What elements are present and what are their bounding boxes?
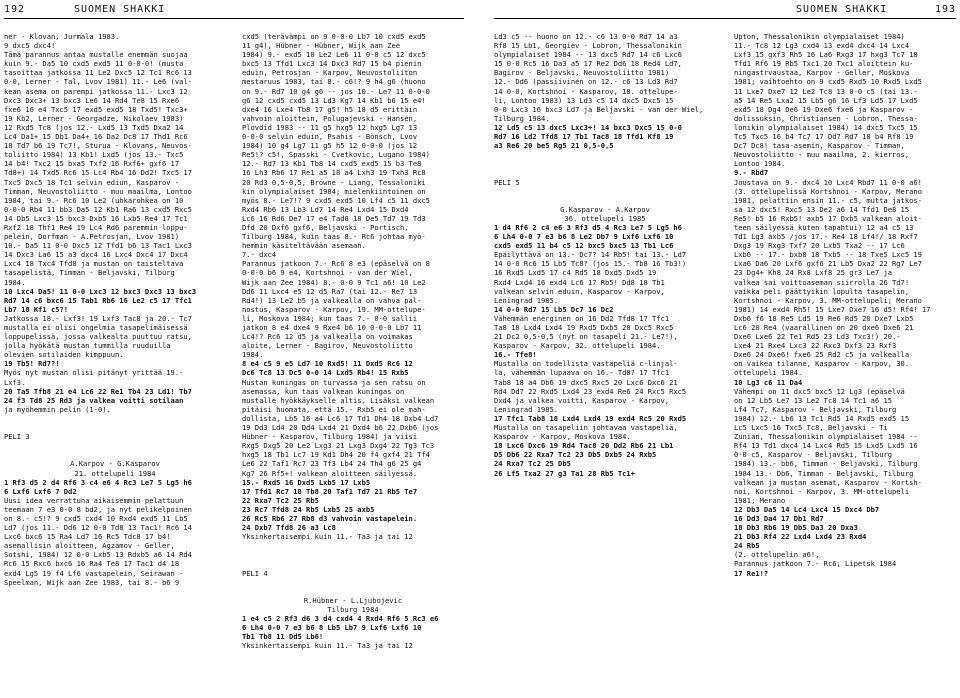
text-line: Dc6 Tc8 13 Dc5 0-0 14 Lxd5 Rb4! 15 Rxb5 — [242, 368, 409, 378]
text-line: Lf4 Tc7, Kasparov - Beljavski, Tilburg — [734, 404, 897, 414]
text-line: 18 Db3 Rb6 19 Db5 Da3 20 Dxa3 — [734, 523, 858, 533]
text-line: asemassa, kun taas valkean kuningas on — [242, 386, 405, 396]
text-line: Rf4 13 Td1 dxc4 14 Lxc4 Rd5 15 Lxd5 Lxd5 16 — [734, 441, 918, 451]
text-line: mustalla ei olisi ongelmia tasapelimäisessä — [4, 323, 188, 332]
text-line: 21 Dc2 0,5-0,5 (nyt on tasapeli 21.- Le7!), — [494, 332, 678, 342]
text-line: Td1 Lg3 axb5 /jos 17.- Re4 18 Lf4!/ 18 Rxf7 — [734, 232, 918, 242]
text-line: tasapelistä, Timman - Beljavski, Tilburg — [4, 268, 175, 278]
text-line: Dxe6 Lxe6 22 Te1 Rd5 23 Ld3 Txc3!) 20.- — [734, 332, 901, 342]
text-line: eduin, Petrosjan - Karpov, Neuvostoliiton — [242, 68, 418, 78]
text-line: Upton, Thessalonikin olympialaiset 1984) — [734, 32, 905, 41]
text-line: 1984) 13.- bb6, Timman - Beljavski, Tilburg — [734, 459, 918, 469]
text-line: 9 dxc5 dxc4! — [4, 41, 56, 51]
text-line: Tilburg 1984 — [327, 604, 379, 614]
text-line: 16 Dd3 Da4 17 Db1 Rd7 — [734, 513, 824, 523]
text-line: 6 Lh4 0-0 7 e3 b6 8 Lb5 Lb7 9 Lxf6 Lxf6 10 — [242, 623, 422, 633]
text-line: bxc5 13 Tfd1 Lxc3 14 Dxc3 Rd7 15 b4 pienin — [242, 59, 422, 69]
text-line — [242, 587, 464, 596]
header-rule-right — [494, 18, 956, 19]
text-line — [494, 150, 716, 159]
text-line: Rxf2 18 Thf1 Re4 19 Lc4 Rd6 paremmin loppu- — [4, 222, 188, 232]
text-column-4 — [734, 32, 956, 596]
text-line: D5 Db6 22 Rxa7 Tc2 23 Db5 Dxb5 24 Rxb5 — [494, 450, 657, 460]
text-line: jatkon 8 e4 dxe4 9 Rxe4 b6 10 0-0-0 Lb7 11 — [242, 323, 422, 332]
text-line: vaikka peli päättyikin lopulta tasapelin, — [734, 286, 910, 296]
text-line: a5 14 Re5 Lxa2 15 Lb5 g6 16 Lf3 Ld5 17 Lxd5 — [734, 95, 918, 105]
text-line: 16 Lh3 Rb6 17 Re1 a5 18 a4 Lxh3 19 Txh3 Rc8 — [242, 168, 426, 178]
text-line — [494, 541, 716, 550]
text-line — [494, 478, 716, 487]
text-line: Bagirov - Beljavski, Neuvostoliitto 1981) — [494, 68, 670, 78]
text-line: Rc6 15 Rxc6 bxc6 16 Ra4 Te8 17 Tac1 d4 18 — [4, 559, 180, 569]
text-line: 20 Rd3 0,5-0,5, Browne - Liang, Tessaloniki — [242, 177, 426, 187]
text-line: fxe6 16 e4 Txc5 17 exd5 exd5 18 Txd5! Txc3+ — [4, 104, 188, 114]
text-line: cxd5 exd5 11 b4 c5 12 bxc5 bxc5 13 Tb1 Lc6 — [494, 241, 674, 251]
text-line: Lxb6 -- 17.- bxb8 18 Txb5 -- 18 Txe5 Lxc5 19 — [734, 250, 922, 260]
text-line: 1984. — [4, 277, 26, 287]
text-line: Rd4 Dd7 22 Rxd5 Lxd4 23 exd4 Re6 24 Rxc5 Rxc5 — [494, 386, 687, 396]
text-line: tasoittaa jatkossa 11 Le2 Dxc5 12 Tc1 Rc6 13 — [4, 68, 192, 78]
text-line: PELI 3 — [4, 432, 30, 442]
text-line: Dxg3 19 Rxg3 Txf7 20 Lxb5 Txa2 -- 17 Lc6 — [734, 241, 905, 251]
text-line: noi, Kortshnoi - Karpov, 3. MM-ottelupeli — [734, 486, 910, 496]
text-line: Tc5 Txc5 16 b4 Tc7 17 Dd7 Rd7 18 b4 Rf8 19 — [734, 132, 914, 142]
text-line: 19 Kb2, Lerner - Georgadze, Nikolaev 1983) — [4, 113, 184, 123]
text-line: Mustalla on todellista vastapeliä c-linjal- — [494, 359, 678, 369]
text-line — [494, 496, 716, 505]
text-line — [494, 587, 716, 596]
text-line: 1984. — [242, 350, 264, 360]
text-line: a3 Re6 20 be5 Rg5 21 0,5-0,5 — [494, 141, 614, 151]
text-line: Tb1 Tb8 11 Dd5 Lb6! — [242, 632, 324, 642]
text-line: toliitto 1984) 13 Kb1! Lxd5 (jos 13.- Txc5 — [4, 150, 184, 160]
text-line — [494, 550, 716, 559]
text-line: Kasparov - Karpov, 32. ottelupeli 1984. — [494, 341, 661, 351]
text-line: Txc5 Dxc5 18 Tc1 selvin ediun, Kasparov - — [4, 177, 180, 187]
text-line: 12.- Dd6 (passiivinen on 12.- c6 13 Ld3 Rd7 — [494, 77, 678, 87]
text-line: Dfd 20 Dxf6 gxf6, Beljavski - Portisch, — [242, 222, 409, 232]
text-line: 1 e4 c5 2 Rf3 d6 3 d4 cxd4 4 Rxd4 Rf6 5 Rc3 e6 — [242, 614, 439, 623]
text-line: Parannus jatkoon 7.- Rc6 8 e3 (epäselvä on 8 — [242, 259, 430, 269]
text-line: Hübner - Kasparov, Tilburg 1984) ja viisi — [242, 432, 418, 442]
text-line: valkea sai voittoaseman siirrolla 26 Td7! — [734, 277, 910, 287]
text-line — [494, 596, 716, 605]
text-line: 12 Rxd5 Tc8 (jos 12.- Lxd5 13 Txd5 Dxa2 14 — [4, 122, 184, 132]
text-line: 0-0, Lerner - Tal, Lvov 1981) 11.- Le6 (val- — [4, 77, 192, 87]
text-line: 17 Re1!? — [734, 568, 769, 578]
text-line: (3. ottelupelissä Kortshnoi - Karpov, Merano — [734, 186, 922, 196]
running-title-right: SUOMEN SHAKKI — [796, 4, 888, 15]
text-line: 14 0-0 Rc6 15 Lb5 Tc8? (jos 15.- Tb8 16 Tb3!) — [494, 259, 687, 269]
text-line: PELI 5 — [494, 177, 520, 187]
text-line: Kortshnoi - Karpov, 3. MM-ottelupeli; Merano — [734, 295, 922, 305]
text-line: 7.- dxc4 — [242, 250, 277, 260]
text-line: Lxf3 15 gxf3 Rh5 16 La6 Rxg3 17 hxg3 Tc7 18 — [734, 50, 918, 60]
text-line: Plovdid 1983 -- 11 g5 hxg5 12 hxg5 Lg7 13 — [242, 122, 418, 132]
text-line: 24 f3 Td8 25 Rd3 ja valkea voitti sotilaan — [4, 395, 184, 405]
text-line: 26 Lf5 Txa2 27 g3 Ta1 28 Rb5 Tc1+ — [494, 468, 635, 478]
text-line: on vaikea tilanne, Kasparov - Karpov, 30. — [734, 359, 910, 369]
text-line: Mustan kuningas on turvassa ja sen ratsu on — [242, 377, 426, 387]
text-line: Re5!? c5!, Spasski - Cvetkovic, Lugano 1984) — [242, 150, 430, 160]
text-line: teemaan 7 e3 0-0 8 bd2, ja nyt pelikelpoinen — [4, 504, 192, 514]
text-line — [734, 587, 956, 596]
page-header-left — [4, 4, 464, 24]
text-line: kin olympialaiset 1984; mielenkiintoinen on — [242, 186, 426, 196]
text-line: Rxd4 Lxd4 16 exd4 Lc6 17 Rb5! Dd8 18 Tb1 — [494, 277, 665, 287]
text-line: Rf8 15 Lb1, Georgiev - Lobron, Thessalonikin — [494, 41, 682, 51]
text-line: 0-0-0 Rb4 11 bb3 Da5 12 Kb1 Ra6 13 cxd5 Rxc5 — [4, 204, 192, 214]
text-line: Dxe6 24 Dxe6! fxe6 25 Rd2 c5 ja valkealla — [734, 350, 910, 360]
text-line: olympialaiset 1984 -- 13 dxc5 Rd7 14 c6 Lxc6 — [494, 50, 682, 60]
text-line — [494, 168, 716, 177]
text-line: valkean ja mustan asemat, Kasparov - Kortsh- — [734, 477, 922, 487]
text-line: 14 Dxc3 La6 15 a3 dxc4 16 Lxc4 Dxc4 17 Dxc4 — [4, 250, 188, 260]
text-line: Dd6 11 Lxc4 e5 12 d5 Ra7 (tai 12.- Re7 13 — [242, 286, 418, 296]
text-line: 1981; Merano — [734, 495, 786, 505]
text-line: 1984 13.- Db6, Timman - Beljavski, Tilburg — [734, 468, 914, 478]
text-line: exd5 18 Dg4 De6 19 Dxe6 fxe6 ja Kasparov - — [734, 104, 914, 114]
text-line: 18 Lxc6 Dxc6 19 Rd4 Tac8 20 Dd2 Rb6 21 Lb1 — [494, 441, 674, 451]
text-line: 22 Rxa7 Tc2 25 Rb5 — [242, 495, 319, 505]
text-line: 10 Lxc4 Da5! 11 0-0 Lxc3 12 bxc3 Dxc3 13 bxc3 — [4, 286, 197, 296]
text-line: Ld7 (jos 11.- Dd6 12 0-0 Td8 13 Tac1! Rc6 14 — [4, 523, 192, 533]
text-line: teen säilyessä kuten tapahtui) 12 a4 c5 13 — [734, 222, 914, 232]
text-line: Jatkossa 18.- Lxf3! 19 Lxf3 Tac8 ja 20.- Tc7 — [4, 313, 192, 323]
text-line: g6 12 cxd5 cxd5 13 Ld3 Kg7 14 Kb1 b6 15 e4! — [242, 95, 426, 105]
text-line: 18 Td7 b6 19 Tc7!, Sturua - Klovans, Neuvos- — [4, 141, 192, 151]
text-line — [494, 569, 716, 578]
text-line: ottelupeli 1984. — [734, 368, 803, 378]
text-line: 36. ottelupeli 1985 — [564, 213, 646, 223]
text-line: lonikin olympialaiset 1984) 14 dxc5 Txc5 15 — [734, 122, 918, 132]
text-line: 24 Rb5 — [734, 541, 760, 551]
text-line: Lxa6 Da6 20 Lxf6 gxf6 21 Lb5 Dxa2 22 Rg7 Le7 — [734, 259, 922, 269]
text-line: 11 Lxe7 Dxe7 12 Le2 Tc8 13 0-0 c5 (tai 13.- — [734, 86, 918, 96]
text-line: R.Hübner - L.Ljubojevic — [303, 595, 403, 605]
text-line: Lxf3. — [4, 377, 26, 387]
text-line: Leningrad 1985. — [494, 295, 559, 305]
text-line: Zunian, Thessalonikin olympialaiset 1984 -- — [734, 432, 918, 442]
header-rule-left — [4, 18, 464, 19]
text-line: 24 Dxb7 Tfd8 26 a3 Lc8 — [242, 523, 336, 533]
text-line: Rxd4 Rb6 13 Lb3 Ld7 14 Re4 Lxd4 15 Dxd4 — [242, 204, 409, 214]
text-line: 1981) 14 exd4 Rh5! 15 Lxe7 Dxe7 16 d5! Rf4! 17 — [734, 304, 931, 314]
page-header-right — [494, 4, 956, 24]
text-line — [494, 514, 716, 523]
text-line: Tfd1 Rf6 19 Rb5 Txc1 20 Txc1 aloittein ku- — [734, 59, 914, 69]
text-line: dollista, Lb5 16 a4 Lc6 17 Td1 Dh4 18 Dxb4 Ld7 — [242, 413, 439, 423]
text-column-3 — [494, 32, 716, 632]
text-line: Neuvostoliitto - muu maailma, 2. kierros, — [734, 150, 910, 160]
text-line: Lc5 Lxc5 16 Txc5 Tc8, Beljavski - Ti — [734, 423, 888, 433]
text-line: 15.- Rxd5 16 Dxd5 Lxb5 17 Lxb5 — [242, 477, 371, 487]
text-line: Yksinkertaisempi kuin 11.- Ta3 ja tai 12 — [242, 532, 413, 542]
text-line: olevien sotilaiden kimppuun. — [4, 350, 124, 360]
page-number-left: 192 — [4, 4, 26, 15]
text-line: 14 0-0, Kortshnoi - Kasparov, 10. ottelupe- — [494, 86, 678, 96]
text-line: 24 Rxa7 Tc2 25 Db5 — [494, 459, 571, 469]
text-line: 26 Rc5 Rb6 27 Rb8 d3 vahvoin vastapelein. — [242, 513, 418, 523]
text-line: Leningrad 1985. — [494, 404, 559, 414]
text-line: 14 0-0 Rd7 15 Lb5 Dc7 16 Dc2 — [494, 304, 614, 314]
text-line: 14 Db5 Lxc3 15 bxc3 Dxb5 16 Lxb5 Re4 17 Tc1 — [4, 213, 188, 223]
text-line: aloite, Lerner - Bagirov, Neuvostoliitto — [242, 341, 413, 351]
text-line: sa 12 dxc5! Rxc5 13 De2 a6 14 Tfd1 De8 15 — [734, 204, 910, 214]
text-line: li, Lontoo 1983) 13 Ld3 c5 14 dxc5 Dxc5 15 — [494, 95, 674, 105]
text-line — [242, 550, 464, 559]
text-line: 12 Db3 Da5 14 Lc4 Lxc4 15 Dxc4 Db7 — [734, 504, 880, 514]
running-title-left: SUOMEN SHAKKI — [74, 4, 166, 15]
text-line: Rxg5 Dxg5 20 Le2 Lxg3 21 Lxg3 Dxg4 22 Tg3 Tc3 — [242, 441, 435, 451]
text-line: Uusi idea verrattuna aikaisemmin pelattuun — [4, 495, 184, 505]
text-line: 0-0 c5, Kasparov - Beljavski, Tilburg — [734, 450, 893, 460]
text-line: Myös nyt mustan olisi pitänyt yrittää 19.- — [4, 368, 184, 378]
text-line — [494, 505, 716, 514]
text-line: 16 Rxd5 Lxd5 17 c4 Rd5 18 Dxd5 Dxd5 19 — [494, 268, 657, 278]
text-line: Td8+) 14 Txd5 Rc6 15 Lc4 Rb4 16 Dd2! Txc5 17 — [4, 168, 192, 178]
text-line: Wijk aan Zee 1984) 8.- 0-0 9 Tc1 a6! 10 Le2 — [242, 277, 426, 287]
text-line: dolissuksin, Christiansen - Lobron, Thessa- — [734, 113, 918, 123]
text-line: Speelman, Wijk aan Zee 1983, tai 8.- b6 9 — [4, 577, 180, 587]
page-number-right: 193 — [934, 4, 956, 15]
text-line: myös 8.- Le7!? 9 cxd5 exd5 10 Lf4 c5 11 dxc5 — [242, 195, 430, 205]
text-line: 21 Db3 Rf4 22 Lxd4 Lxd4 23 Rxd4 — [734, 532, 867, 542]
text-line: Lc4!? Rc6 12 d5 ja valkealla on voimakas — [242, 332, 413, 342]
text-line: Tilburg 1984. — [494, 113, 550, 123]
text-line: 0-0 Lxc3 16 bxc3 Ld7 ja Beljavski - van der Wiel, — [494, 104, 704, 114]
text-line: vahvoin aloittein, Polugajevski - Hansen, — [242, 113, 418, 123]
text-line: 10.- Da5 11 0-0 Dxc5 12 Tfd1 b6 13 Tac1 Lxc3 — [4, 241, 192, 251]
text-line — [494, 578, 716, 587]
text-line — [4, 441, 226, 450]
text-line: Lb7 18 Kf1 c5?! — [4, 304, 69, 314]
text-line: 8 e4 c5 9 e5 Ld7 10 Rxd5! 11 Dxd5 Rc6 12 — [242, 359, 413, 369]
text-line: nostus, Kasparov - Karpov, 19. MM-ottelupe- — [242, 304, 426, 314]
text-line: Tämä parannus antaa mustalle enemmän suojaa — [4, 50, 188, 60]
text-line: (2. ottelupelin a6!, — [734, 550, 820, 560]
text-line — [494, 159, 716, 168]
text-line — [494, 623, 716, 632]
text-line: Le6 22 Taf1 Rc7 23 Tf3 Lb4 24 Th4 g6 25 g4 — [242, 459, 422, 469]
text-line: li, Moskova 1984; kun taas 7.- 0-0 sallii — [242, 313, 418, 323]
text-line: Yksinkertaisempi kuin 11.- Ta3 ja tai 12 — [242, 641, 413, 651]
text-line — [734, 578, 956, 587]
text-line: Lxc6 bxc6 15 Ra4 Ld7 16 Rc5 Tdc8 17 b4! — [4, 532, 171, 542]
text-line — [4, 423, 226, 432]
text-line: loppupelissä, jossa valkealta puuttuu ratsu, — [4, 332, 192, 342]
text-line — [242, 559, 464, 568]
text-line: Ld3 c5 -- huono on 12.- c6 13 0-0 Rd7 14 a3 — [494, 32, 678, 41]
text-column-1 — [4, 32, 226, 587]
text-line: hemmin käsiteltävään asemaan. — [242, 241, 366, 251]
text-line: 19 Dd3 Ld4 20 Dd4 Lxd4 21 Dxd4 b6 22 Dxb6 (jos — [242, 423, 439, 433]
text-line: mustalle hyökkäykselle altis. Lisäksi valkean — [242, 395, 435, 405]
text-line: Rd4!) 13 Le2 b5 ja valkealla on vahva pal- — [242, 295, 422, 305]
text-line: Lc4 Da1+ 15 Db1 Da4+ 16 Da2 Dc8 17 Thd1 Rc6 — [4, 132, 188, 142]
text-line: 11 g4), Hübner - Hübner, Wijk aan Zee — [242, 41, 401, 51]
text-line: Dxd4 ja valkea voitti, Kasparov - Karpov, — [494, 395, 670, 405]
text-line: 9.- Rbd7 — [734, 168, 769, 178]
text-line: Timman, Neuvostoliitto - muu maailma, Lontoo — [4, 186, 192, 196]
text-line: 19 Tb5! Rd7?! — [4, 359, 60, 369]
text-line: 1984, tai 9.- Rc6 10 Le2 (uhkarohkea on 10 — [4, 195, 184, 205]
text-line: valkean selvin eduin, Kasparov - Karpov, — [494, 286, 665, 296]
text-line: dxe4 16 Lxe4 Tb8 17 g5! h5 18 d5 erittäin — [242, 104, 418, 114]
text-line: Parannus jatkoon 7.- Rc6; Lipetsk 1984 — [734, 559, 897, 569]
text-line: ja myöhemmin pelin (1-0). — [4, 404, 111, 414]
text-line: kean asema on parempi jatkossa 11.- Lxc3 12 — [4, 86, 188, 96]
text-line — [494, 605, 716, 614]
text-line: 12 Ld5 c5 13 dxc5 Lxc3+! 14 bxc3 Dxc5 15 0-0 — [494, 122, 682, 132]
text-line: 14 b4! Txc2 15 bxa5 Txf2 16 Rxf6+ gxf6 17 — [4, 159, 180, 169]
text-line: 23 Dg4+ Kh8 24 Rx8 Lxf8 25 gr3 Le7 ja — [734, 268, 893, 278]
text-line: Vähemmän energinen on 16 Dd2 Tfd8 17 Tfc1 — [494, 313, 670, 323]
text-line: Lxe4 21 Rxe4 Lxc3 22 Rxc3 Dxf3 23 Rxf3 — [734, 341, 897, 351]
text-line: 6 Lxf6 Lxf6 7 Dd2 — [4, 486, 77, 496]
text-line: 15 0-0 Rc5 16 Da3 a5 17 Re2 Dd6 18 Red4 Ld7, — [494, 59, 682, 69]
text-line: Rd7 16 Ld2 Tfd8 17 Tb1 Tac8 18 Tfd1 Kf8 19 — [494, 132, 674, 142]
text-line — [242, 578, 464, 587]
text-line: Epäilyttävä on 13.- Dc7? 14 Rb5! tai 13.- Ld7 — [494, 250, 687, 260]
text-line: 20 Ta5 Tfb8 21 e4 Lc6 22 Re1 Tb4 23 Ld1! Tb7 — [4, 386, 192, 396]
text-line: ner - Klovan, Jurmala 1983. — [4, 32, 120, 41]
text-line: Dc7 Dc8! tasa-asemin, Kasparov - Timman, — [734, 141, 905, 151]
text-line: 0-0-0 b6 9 e4, Kortshnoi - van der Wiel, — [242, 268, 413, 278]
text-line: Lc6 20 Re4 (vaarallinen on 20 dxe6 Dxe6 21 — [734, 323, 914, 332]
text-line — [242, 541, 464, 550]
text-line: 16.- Tfe8! — [494, 350, 537, 360]
text-line: 11.- Tc8 12 Lg3 cxd4 13 exd4 dxc4 14 Lxc4 — [734, 41, 910, 51]
text-line: mestaruus 1983, tai 8.- c6!? 9 h4 g6 (huono — [242, 77, 426, 87]
text-line: jolla hyökätä mustan tummilla ruuduilla — [4, 341, 171, 351]
text-line: 1984) 9.- exd5 10 Le2 Le6 11 0-0 c5 12 dxc5 — [242, 50, 426, 60]
text-line: Dxc3 Dxc3+ 13 bxc3 Le6 14 Rd4 Te8 15 Rxe6 — [4, 95, 180, 105]
text-line: on 9.- Rd7 10 g4 g6 -- jos 10.- Le7 11 0-0-0 — [242, 86, 430, 96]
text-line — [494, 532, 716, 541]
text-line: 10 Lg3 c6 11 Da4 — [734, 377, 803, 387]
text-line — [494, 614, 716, 623]
text-line: 17 Tfc1 Tab8 18 Lxd4 Lxd4 19 exd4 Rc5 20 Rxd5 — [494, 413, 687, 423]
text-line: Mustalla on tasapeliin johtavaa vastapeliä, — [494, 423, 678, 433]
text-line: ningastrvaustaa, Karpov - Geller, Moskova — [734, 68, 910, 78]
text-line: on 12 Lb5 Le7 13 Le2 Tc8 14 Tc1 a6 15 — [734, 395, 893, 405]
text-line: kuin 9.- Da5 10 cxd5 exd5 11 0-0-0! (musta — [4, 59, 184, 69]
text-line: Lontoo 1984. — [734, 159, 786, 169]
text-line: Kasparov - Karpov, Moskova 1984. — [494, 432, 631, 442]
text-line: 12.- Rd7 13 Kb1 Tb8 14 cxd5 exd5 15 b3 Te8 — [242, 159, 422, 169]
text-line: pelein, Dorfman - A.Petrosjan, Lvov 1981) — [4, 232, 180, 242]
text-line: Joustava on 9.- dxc4 10 Lxc4 Rbd7 11 0-0 a6! — [734, 177, 922, 187]
text-line: exd4 Lg5 19 f4 Lf6 vastapelein, Seirawan - — [4, 568, 184, 578]
text-line: 1981; vaihtoehto on 9 cxd5 Rxd5 10 Rxd5 Lxd5 — [734, 77, 922, 87]
text-line — [494, 196, 716, 205]
text-line: 1984) 12.- Lb6 13 Tc1 Rd5 14 Rxd5 exd5 15 — [734, 413, 910, 423]
text-line: hxg5 18 Tb1 Lc7 19 Kd1 Dh4 20 f4 gxf4 21 Tf4 — [242, 450, 430, 460]
text-line: 23 Rc7 Tfd8 24 Rb5 Lxb5 25 axb5 — [242, 504, 375, 514]
text-line: Lc6 16 Rd6 De7 17 e4 Tad8 18 De5 Td7 19 Td3 — [242, 213, 426, 223]
text-line — [494, 559, 716, 568]
text-line: la, vähemmän lupaava on 16.- Td8? 17 Tfc1 — [494, 368, 670, 378]
text-line: Ta8 18 Lxd4 Lxd4 19 Rxd5 Dxb5 20 Dxc5 Rxc5 — [494, 323, 674, 332]
text-line — [494, 187, 716, 196]
text-line: Dxb6 f6 18 Re5 Ld5 19 Re6 Rd5 20 Dxe7 Lxb5 — [734, 313, 914, 323]
text-line — [4, 414, 226, 423]
text-line: Lxc4 18 Txc4 Tfd8 ja mustan on taisteltava — [4, 259, 184, 269]
text-line: PELI 4 — [242, 568, 268, 578]
text-line: 1 Rf3 d5 2 d4 Rf6 3 c4 e6 4 Rc3 Le7 5 Lg5 h6 — [4, 477, 192, 487]
text-line: 21. ottelupeli 1984 — [74, 468, 156, 478]
text-line: on 8.- c5!? 9 cxd5 cxd4 10 Rxd4 exd5 11 Lb5 — [4, 513, 188, 523]
text-line: 1984) 10 g4 Lg7 11 g5 h5 12 0-0-0 (jos 12 — [242, 141, 418, 151]
text-line: Re5! b5 16 Rxb5! axb5 17 Dxb5 valkean aloit- — [734, 213, 922, 223]
text-line: Vähempi on 11 dxc5 bxc5 12 Lg3 (epäselvä — [734, 386, 905, 396]
text-line: cxd5 (terävämpi on 9 0-0-0 Lb7 10 cxd5 exd5 — [242, 32, 426, 41]
text-line: 0-0-0 selvin eduin, Psahis - Bönsch, Lvov — [242, 132, 418, 142]
text-column-2 — [242, 32, 464, 650]
text-line: G.Kasparov - A.Karpov — [560, 204, 650, 214]
text-line: Tilburg 1984, kuin taas 8.- Rc6 johtaa myö- — [242, 232, 426, 242]
text-line: asemallisin aloitteen, Agzamov - Geller, — [4, 541, 175, 551]
text-line: pitäisi huomata, että 15.- Rxb5 ei ole mah- — [242, 404, 426, 414]
text-line: 17 Tfd1 Rc7 18 Tb8 20 Taf1 Td7 21 Rb5 Te7 — [242, 486, 418, 496]
text-line: 6 Lh4 0-0 7 e3 b6 8 Le2 Db7 9 Lxf6 Lxf6 10 — [494, 232, 674, 242]
text-line: Sotshi, 1984) 12 0-0 Lxb5 13 Rdxb5 a6 14 Rd4 — [4, 550, 192, 560]
text-line: 1 d4 Rf6 2 c4 e6 3 Rf3 d5 4 Rc3 Le7 5 Lg5 h6 — [494, 222, 682, 232]
text-line: Rd7 14 c6 bxc6 15 Tab1 Rb6 16 Le2 c5 17 Tfc1 — [4, 295, 192, 305]
text-line: A.Karpov - G.Kasparov — [70, 459, 160, 469]
text-line — [494, 487, 716, 496]
text-line — [494, 523, 716, 532]
text-line: Tab8 18 a4 Db6 19 dxc5 Rxc5 20 Lxc6 Dxc6 21 — [494, 377, 678, 387]
text-line: 1981, pelattiin ensin 11.- c5, mutta jatkos- — [734, 195, 922, 205]
text-line — [4, 450, 226, 459]
text-line: Kg7 26 Rf5+! valkean aloitteen säilyessä. — [242, 468, 418, 478]
